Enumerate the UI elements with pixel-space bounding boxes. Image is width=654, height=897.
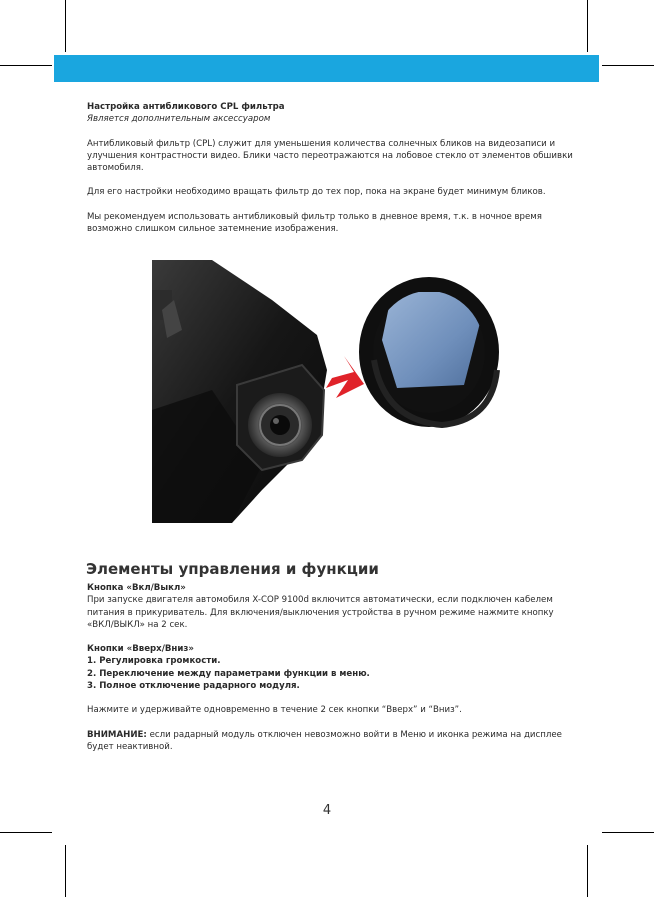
section-subtitle: Является дополнительным аксессуаром: [87, 114, 271, 125]
crop-mark: [587, 845, 588, 897]
updown-buttons-heading: Кнопки «Вверх/Вниз»: [87, 644, 194, 655]
power-button-text: При запуске двигателя автомобиля X-COP 9100d включится автоматически, если подключен кабелем питания в прикуриватель. Для включения/выключения устройства в ручном режиме нажмите кнопку «ВКЛ/ВЫКЛ» на 2 сек.: [87, 595, 554, 630]
crop-mark: [65, 845, 66, 897]
crop-mark: [0, 65, 52, 66]
section-heading: Настройка антибликового CPL фильтра: [87, 102, 285, 112]
crop-mark: [0, 832, 52, 833]
crop-mark: [602, 832, 654, 833]
cpl-filter-photo: [152, 260, 502, 523]
updown-item: 2. Переключение между параметрами функции в меню.: [87, 668, 370, 679]
intro-paragraph-2: Для его настройки необходимо вращать фильтр до тех пор, пока на экране будет минимум бликов.: [87, 187, 546, 198]
crop-mark: [587, 0, 588, 52]
crop-mark: [602, 65, 654, 66]
crop-mark: [65, 0, 66, 52]
page-number: 4: [322, 803, 332, 818]
controls-title: Элементы управления и функции: [86, 560, 379, 578]
intro-paragraph-3: Мы рекомендуем использовать антибликовый фильтр только в дневное время, т.к. в ночное время возможно слишком сильное затемнение изображения.: [87, 211, 542, 235]
cpl-section: [87, 101, 577, 235]
warning-text: если радарный модуль отключен невозможно войти в Меню и иконка режима на дисплее будет неактивной.: [87, 729, 562, 752]
controls-section: [87, 582, 577, 753]
power-button-heading: Кнопка «Вкл/Выкл»: [87, 583, 186, 593]
header-band: [54, 55, 599, 82]
warning-note: [87, 729, 577, 754]
updown-item: 1. Регулировка громкости.: [87, 656, 221, 667]
warning-label: ВНИМАНИЕ:: [87, 729, 147, 740]
hold-instruction: Нажмите и удерживайте одновременно в течение 2 сек кнопки “Вверх” и “Вниз”.: [87, 705, 462, 716]
intro-paragraph-1: Антибликовый фильтр (CPL) служит для уменьшения количества солнечных бликов на видеозаписи и улучшения контрастности видео. Блики часто переотражаются на лобовое стекло от элементов обшивки автомобиля.: [87, 138, 573, 174]
updown-item: 3. Полное отключение радарного модуля.: [87, 681, 300, 692]
